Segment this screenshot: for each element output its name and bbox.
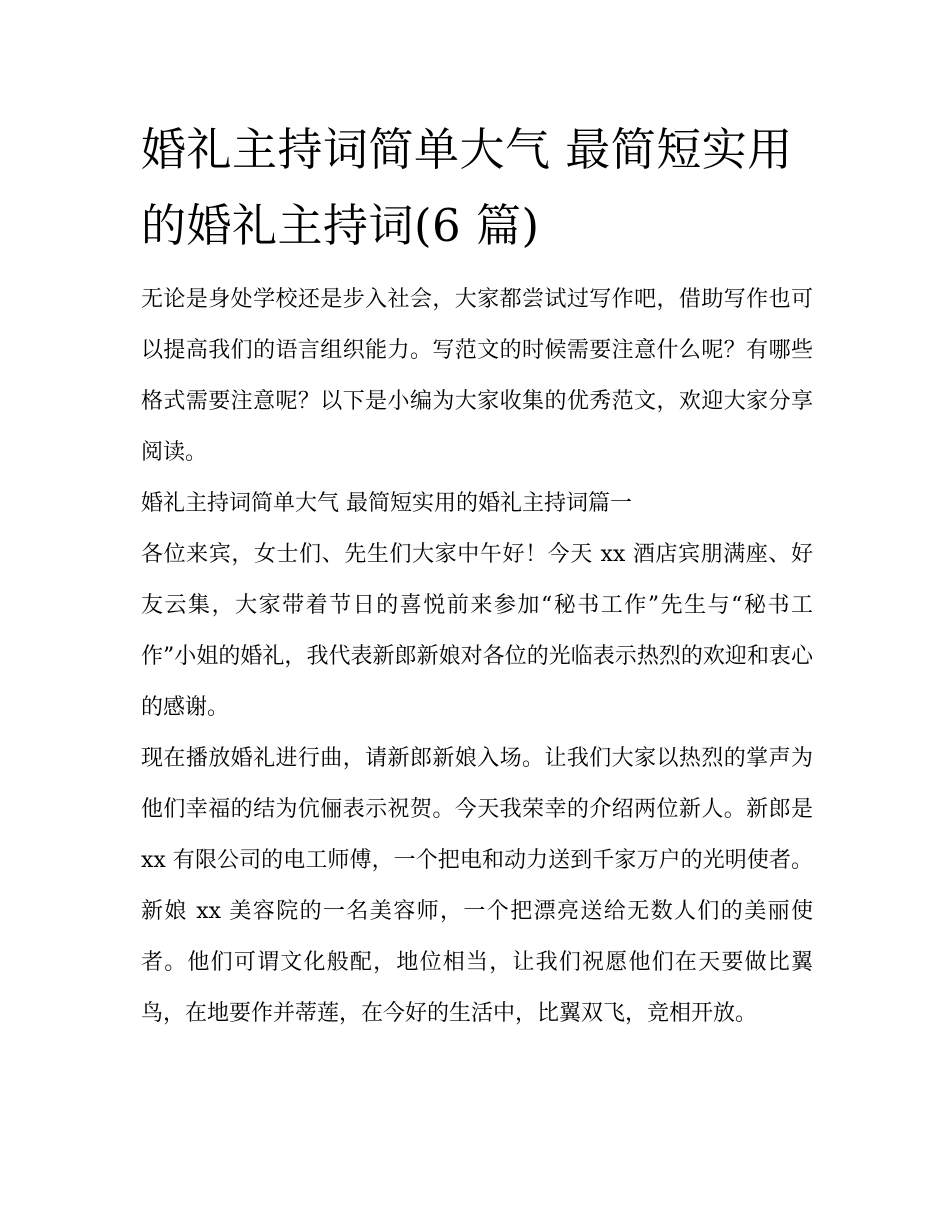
intro-paragraph: 无论是身处学校还是步入社会，大家都尝试过写作吧，借助写作也可以提高我们的语言组织能力。写范文的时候需要注意什么呢？有哪些格式需要注意呢？以下是小编为大家收集的优秀范文，欢迎大家分享阅读。 — [141, 287, 813, 465]
document-page — [141, 112, 813, 1039]
body-paragraph-2: 现在播放婚礼进行曲，请新郎新娘入场。让我们大家以热烈的掌声为他们幸福的结为伉俪表示祝贺。今天我荣幸的介绍两位新人。新郎是 xx 有限公司的电工师傅，一个把电和动力送到千家万户的光明使者。新娘 xx 美容院的一名美容师，一个把漂亮送给无数人们的美丽使者。他们可谓文化般配，地位相当，让我们祝愿他们在天要做比翼鸟，在地要作并蒂莲，在今好的生活中，比翼双飞，竞相开放。 — [141, 746, 813, 1026]
document-title: 婚礼主持词简单大气 最简短实用的婚礼主持词(6 篇) — [141, 123, 793, 252]
body-paragraph-1: 各位来宾，女士们、先生们大家中午好！今天 xx 酒店宾朋满座、好友云集，大家带着节日的喜悦前来参加“秘书工作”先生与“秘书工作”小姐的婚礼，我代表新郎新娘对各位的光临表示热烈的欢迎和衷心的感谢。 — [141, 542, 813, 720]
section-heading: 婚礼主持词简单大气 最简短实用的婚礼主持词篇一 — [141, 491, 632, 516]
